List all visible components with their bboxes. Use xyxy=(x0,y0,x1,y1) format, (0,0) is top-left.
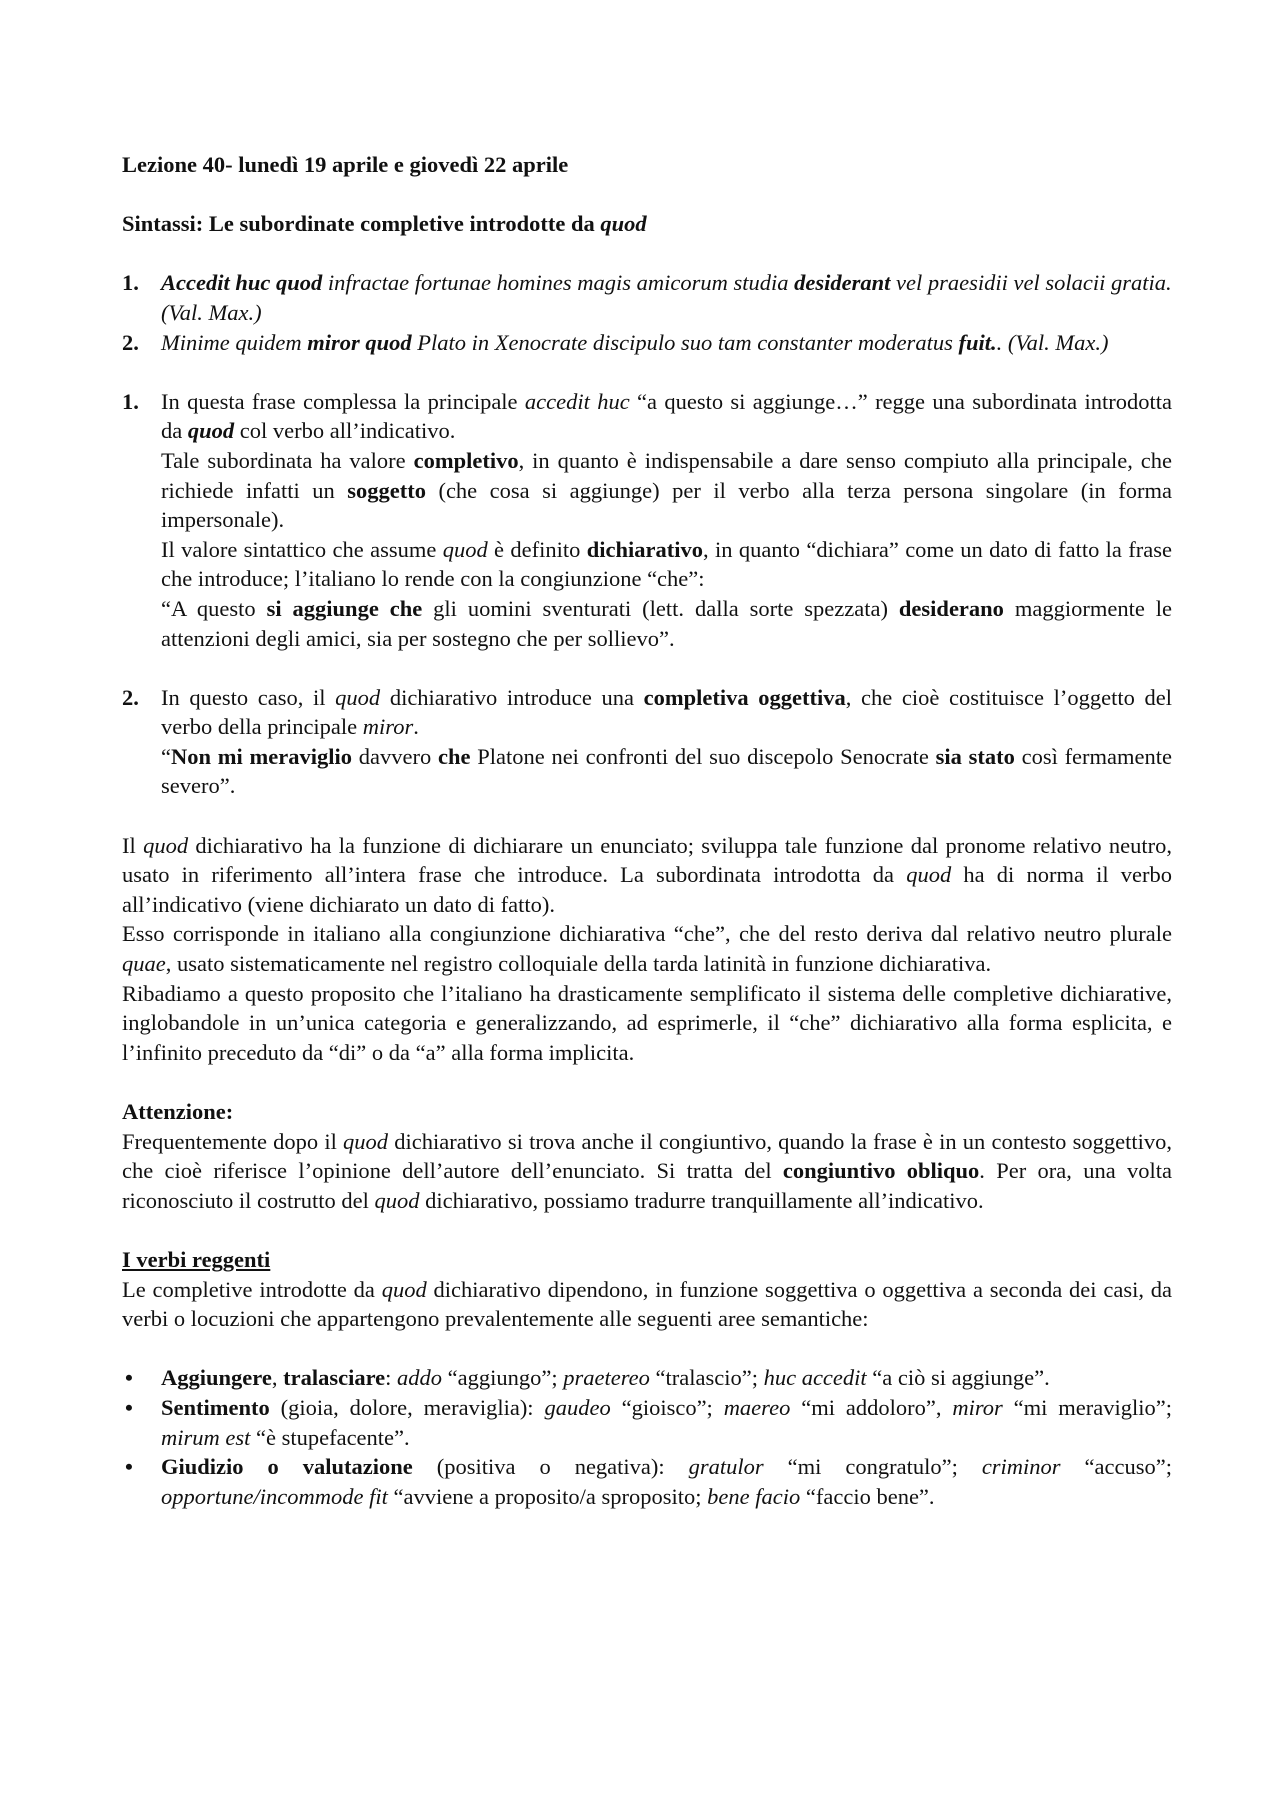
verbs-heading: I verbi reggenti xyxy=(122,1246,271,1272)
paragraph-ribadiamo: Ribadiamo a questo proposito che l’italiano ha drasticamente semplificato il sistema delle completive dichiarative, inglobandole in un’unica categoria e generalizzando, ad esprimerle, il “che” dichiarativo alla forma esplicita, e l’infinito preceduto da “di” o da “a” alla forma implicita. xyxy=(122,980,1172,1065)
bullet-giudizio: • Giudizio o valutazione (positiva o negativa): gratulor “mi congratulo”; criminor “accuso”; opportune/incommode fit “avviene a proposito/a sproposito; bene facio “faccio bene”. xyxy=(125,1454,1172,1509)
analysis-2: 2. In questo caso, il quod dichiarativo introduce una completiva oggettiva, che cioè costituisce l’oggetto del verbo della principale miror. “Non mi meraviglio davvero che Platone nei confronti del suo discepolo Senocrate sia stato così fermamente severo”. xyxy=(122,683,1172,801)
bullet-icon: • xyxy=(125,1365,133,1391)
attention-heading: Attenzione: xyxy=(122,1099,234,1124)
paragraph-quod: Il quod dichiarativo ha la funzione di dichiarare un enunciato; sviluppa tale funzione dal pronome relativo neutro, usato in riferimento all’intera frase che introduce. La subordinata introdotta da quod ha di norma il verbo all’indicativo (viene dichiarato un dato di fatto). xyxy=(122,832,1173,917)
bullet-aggiungere: • Aggiungere, tralasciare: addo “aggiungo”; praetereo “tralascio”; huc accedit “a ciò si aggiunge”. xyxy=(122,1363,1172,1393)
analysis-1-intro: In questa frase complessa la principale accedit huc “a questo si aggiunge…” regge una subordinata introdotta da quod col verbo all’indicativo. xyxy=(161,388,1172,444)
paragraph-corrispondenza: Esso corrisponde in italiano alla congiunzione dichiarativa “che”, che del resto deriva dal relativo neutro plurale quae, usato sistematicamente nel registro colloquiale della tarda latinità in funzione dichiarativa. xyxy=(122,921,1172,977)
bullet-icon: • xyxy=(125,1454,133,1480)
analysis-1-dichiarativo: Il valore sintattico che assume quod è definito dichiarativo, in quanto “dichiara” come un dato di fatto la frase che introduce; l’italiano lo rende con la congiunzione “che”: xyxy=(161,536,1172,592)
analysis-1: 1. In questa frase complessa la principale accedit huc “a questo si aggiunge…” regge una subordinata introdotta da quod col verbo all’indicativo. Tale subordinata ha valore completivo, in quanto è indispensabile a dare senso compiuto alla principale, che richiede infatti un soggetto (che cosa si aggiunge) per il verbo alla terza persona singolare (in forma impersonale). Il valore sintattico che assume quod è definito dichiarativo, in quanto “dichiara” come un dato di fatto la frase che introduce; l’italiano lo rende con la congiunzione “che”: “A questo si aggiunge che gli uomini sventurati (lett. dalla sorte spezzata) desiderano maggiormente le attenzioni degli amici, sia per sostegno che per sollievo”. xyxy=(122,387,1172,653)
lesson-title: Lezione 40- lunedì 19 aprile e giovedì 22 aprile xyxy=(122,152,569,177)
analysis-1-completivo: Tale subordinata ha valore completivo, in quanto è indispensabile a dare senso compiuto alla principale, che richiede infatti un soggetto (che cosa si aggiunge) per il verbo alla terza persona singolare (in forma impersonale). xyxy=(161,447,1172,533)
attention-body: Frequentemente dopo il quod dichiarativo si trova anche il congiuntivo, quando la frase è in un contesto soggettivo, che cioè riferisce l’opinione dell’autore dell’enunciato. Si tratta del congiuntivo obliquo. Per ora, una volta riconosciuto il costrutto del quod dichiarativo, possiamo tradurre tranquillamente all’indicativo. xyxy=(122,1128,1172,1213)
bullet-icon: • xyxy=(125,1394,133,1420)
verbs-intro: Le completive introdotte da quod dichiarativo dipendono, in funzione soggettiva o oggettiva a seconda dei casi, da verbi o locuzioni che appartengono prevalentemente alle seguenti aree semantiche: xyxy=(122,1276,1173,1332)
example-2: 2. Minime quidem miror quod Plato in Xenocrate discipulo suo tam constanter moderatus fuit.. (Val. Max.) xyxy=(122,329,1109,355)
example-1: 1. Accedit huc quod infractae fortunae homines magis amicorum studia desiderant vel praesidii vel solacii gratia. (Val. Max.) xyxy=(122,270,1172,325)
section-heading: Sintassi: Le subordinate completive introdotte da quod xyxy=(122,211,647,237)
analysis-1-translation: “A questo si aggiunge che gli uomini sventurati (lett. dalla sorte spezzata) desiderano maggiormente le attenzioni degli amici, sia per sostegno che per sollievo”. xyxy=(161,595,1172,651)
analysis-2-intro: In questo caso, il quod dichiarativo introduce una completiva oggettiva, che cioè costituisce l’oggetto del verbo della principale miror. xyxy=(161,684,1172,740)
document-page xyxy=(122,150,1172,1511)
analysis-2-translation: “Non mi meraviglio davvero che Platone nei confronti del suo discepolo Senocrate sia stato così fermamente severo”. xyxy=(161,743,1173,799)
bullet-sentimento: • Sentimento (gioia, dolore, meraviglia): gaudeo “gioisco”; maereo “mi addoloro”, miror “mi meraviglio”; mirum est “è stupefacente”. xyxy=(125,1394,1172,1450)
